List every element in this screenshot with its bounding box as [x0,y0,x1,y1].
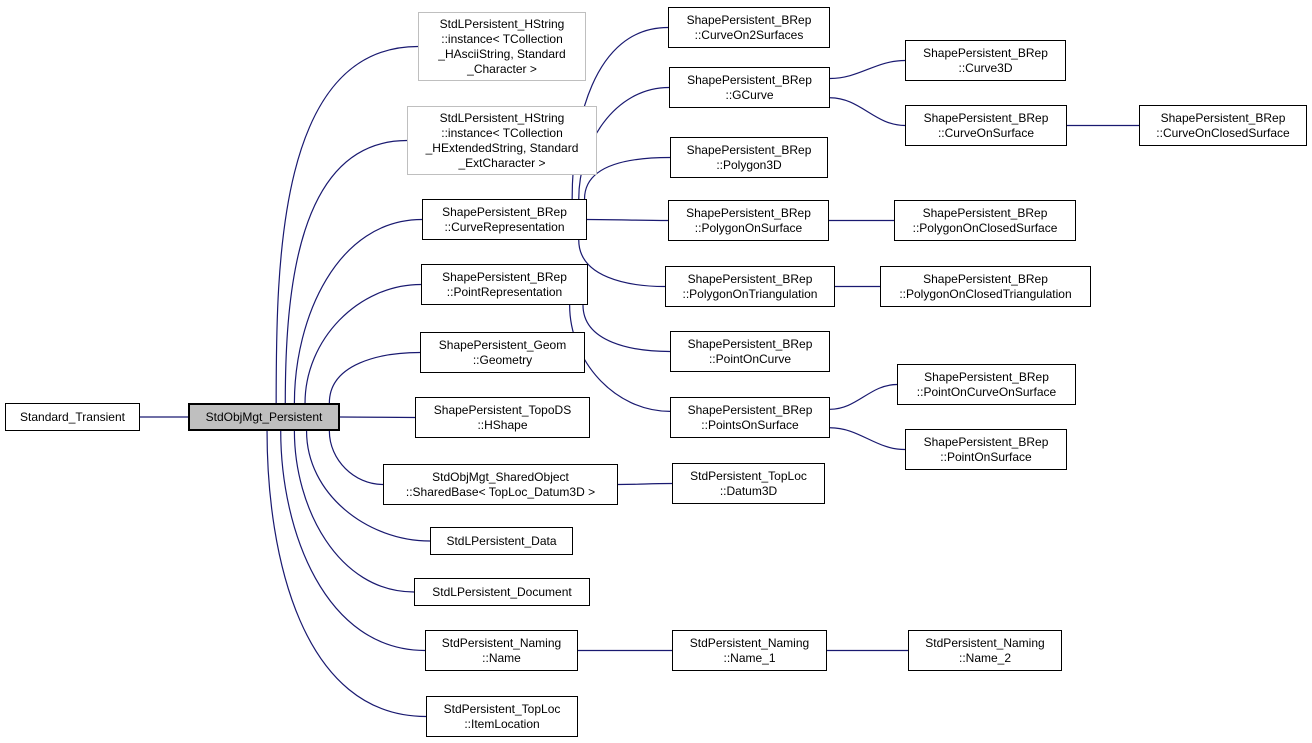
class-node-label-line: ::PointRepresentation [446,284,563,299]
inheritance-edge-polygon3d-to-curve-representation [585,158,670,200]
class-node-label-line: StdLPersistent_Data [446,533,557,548]
class-node-hstring-hascii [418,12,586,81]
class-node-label-line: ::Name [482,650,521,665]
class-node-label-line: ShapePersistent_BRep [686,12,812,27]
class-node-pointonsurface[interactable] [905,429,1067,470]
class-node-label-line: ::Polygon3D [716,157,782,172]
class-node-label-line: ::SharedBase< TopLoc_Datum3D > [405,484,596,499]
class-node-label-line: ShapePersistent_BRep [442,269,567,284]
class-node-label-line: ::instance< TCollection [441,125,563,140]
class-node-label-line: StdPersistent_Naming [925,635,1045,650]
class-node-pointoncurveonsurface[interactable] [897,364,1076,405]
class-node-naming-name-1[interactable] [672,630,827,671]
class-node-label-line: StdPersistent_TopLoc [443,701,561,716]
class-node-curveonsurface[interactable] [905,105,1067,146]
class-node-label-line: _ExtCharacter > [458,155,546,170]
class-node-label-line: StdLPersistent_HString [439,110,565,125]
inheritance-edge-point-representation-to-stdobjmgt-persistent [305,285,421,404]
class-node-polygononsurface[interactable] [668,200,829,241]
class-node-naming-name-2[interactable] [908,630,1062,671]
inheritance-edge-pointoncurve-to-point-representation [583,305,670,352]
inheritance-edge-hstring-hascii-to-stdobjmgt-persistent [276,47,418,404]
class-node-label-line: ShapePersistent_BRep [686,205,811,220]
class-node-label-line: ShapePersistent_BRep [687,271,813,286]
class-node-label-line: ShapePersistent_BRep [687,402,813,417]
class-node-label-line: ::PolygonOnSurface [694,220,803,235]
class-node-label-line: StdLPersistent_HString [439,16,565,31]
class-node-stdobjmgt-persistent [188,403,340,431]
inheritance-edge-curve3d-to-gcurve [830,61,905,79]
class-node-label-line: ShapePersistent_BRep [687,336,813,351]
class-node-label-line: StdPersistent_Naming [441,635,562,650]
class-node-label-line: ::Curve3D [958,60,1013,75]
class-node-point-representation[interactable] [421,264,588,305]
inheritance-edge-sharedbase-toploc-datum3d-to-stdobjmgt-persistent [329,431,383,485]
class-node-toploc-itemlocation[interactable] [426,696,578,737]
class-node-label-line: ::GCurve [725,87,774,102]
class-node-pointoncurve[interactable] [670,331,830,372]
class-node-toploc-datum3d[interactable] [672,463,825,504]
class-node-label-line: ::HShape [477,417,528,432]
class-node-label-line: StdPersistent_Naming [689,635,810,650]
inheritance-edge-curveonsurface-to-gcurve [830,98,905,126]
class-node-label-line: ::PointOnSurface [940,449,1032,464]
class-node-standard-transient[interactable] [5,403,140,431]
class-node-label-line: _Character > [467,61,537,76]
class-node-label-line: ::PointOnCurveOnSurface [916,384,1057,399]
class-node-label-line: ::Datum3D [719,483,778,498]
inheritance-edge-toploc-datum3d-to-sharedbase-toploc-datum3d [618,484,672,485]
class-node-sharedbase-toploc-datum3d[interactable] [383,464,618,505]
class-node-naming-name[interactable] [425,630,578,671]
class-node-label-line: ShapePersistent_BRep [1160,110,1286,125]
class-node-polygonontriangulation[interactable] [665,266,835,307]
class-node-label-line: ::CurveOnClosedSurface [1156,125,1290,140]
class-node-label-line: StdPersistent_TopLoc [690,468,807,483]
class-node-label-line: ShapePersistent_BRep [686,142,812,157]
class-node-gcurve[interactable] [669,67,830,108]
class-node-label-line: ShapePersistent_BRep [924,369,1049,384]
inheritance-edge-pointoncurveonsurface-to-pointsonsurface [830,385,897,410]
class-node-stdlpersistent-document[interactable] [414,578,590,606]
class-node-label-line: Standard_Transient [20,409,125,424]
class-node-label-line: ShapePersistent_BRep [923,434,1049,449]
class-node-topods-hshape[interactable] [415,397,590,438]
class-node-label-line: ::PolygonOnClosedTriangulation [899,286,1072,301]
class-node-label-line: ::Name_2 [958,650,1012,665]
class-node-label-line: ::PolygonOnClosedSurface [912,220,1058,235]
class-node-pointsonsurface[interactable] [670,397,830,438]
class-node-label-line: ShapePersistent_BRep [442,204,567,219]
class-node-curve3d[interactable] [905,40,1066,81]
inheritance-edge-pointonsurface-to-pointsonsurface [830,428,905,450]
class-node-label-line: ::PolygonOnTriangulation [682,286,818,301]
class-node-label-line: _HAsciiString, Standard [438,46,566,61]
class-node-polygon3d[interactable] [670,137,828,178]
inheritance-edge-topods-hshape-to-stdobjmgt-persistent [340,417,415,418]
class-node-label-line: ::CurveRepresentation [444,219,565,234]
inheritance-edge-curve-representation-to-stdobjmgt-persistent [294,220,422,404]
class-node-label-line: ::PointOnCurve [708,351,792,366]
class-node-label-line: StdObjMgt_Persistent [205,409,323,424]
class-node-label-line: ::instance< TCollection [441,31,563,46]
class-node-label-line: ShapePersistent_BRep [687,72,812,87]
class-node-label-line: ShapePersistent_Geom [438,337,567,352]
class-node-label-line: ::ItemLocation [464,716,540,731]
class-node-label-line: ::PointsOnSurface [701,417,799,432]
inheritance-edge-polygononsurface-to-curve-representation [587,220,668,221]
class-node-polygononclosedsurface[interactable] [894,200,1076,241]
class-node-label-line: ShapePersistent_BRep [923,110,1049,125]
class-node-hstring-hextended [407,106,597,175]
class-node-label-line: _HExtendedString, Standard [425,140,579,155]
class-node-label-line: ::Name_1 [723,650,776,665]
class-node-curve-representation[interactable] [422,199,587,240]
class-node-label-line: StdObjMgt_SharedObject [432,469,569,484]
class-node-polygononclosedtriangulation[interactable] [880,266,1091,307]
class-node-label-line: ::CurveOnSurface [937,125,1035,140]
class-node-label-line: StdLPersistent_Document [432,584,572,599]
class-node-label-line: ::Geometry [472,352,533,367]
class-node-curveonclosedsurface[interactable] [1139,105,1307,146]
inheritance-edge-geom-geometry-to-stdobjmgt-persistent [329,353,420,404]
class-node-geom-geometry[interactable] [420,332,585,373]
inheritance-edge-polygonontriangulation-to-curve-representation [579,240,665,287]
inheritance-edge-hstring-hextended-to-stdobjmgt-persistent [285,141,407,404]
class-node-label-line: ShapePersistent_BRep [923,45,1048,60]
class-node-curveon2surfaces[interactable] [668,7,830,48]
class-node-label-line: ShapePersistent_BRep [922,205,1048,220]
class-node-stdlpersistent-data[interactable] [430,527,573,555]
class-node-label-line: ::CurveOn2Surfaces [694,27,804,42]
inheritance-edge-stdlpersistent-document-to-stdobjmgt-persistent [294,431,414,592]
class-node-label-line: ShapePersistent_BRep [923,271,1048,286]
class-node-label-line: ShapePersistent_TopoDS [433,402,572,417]
